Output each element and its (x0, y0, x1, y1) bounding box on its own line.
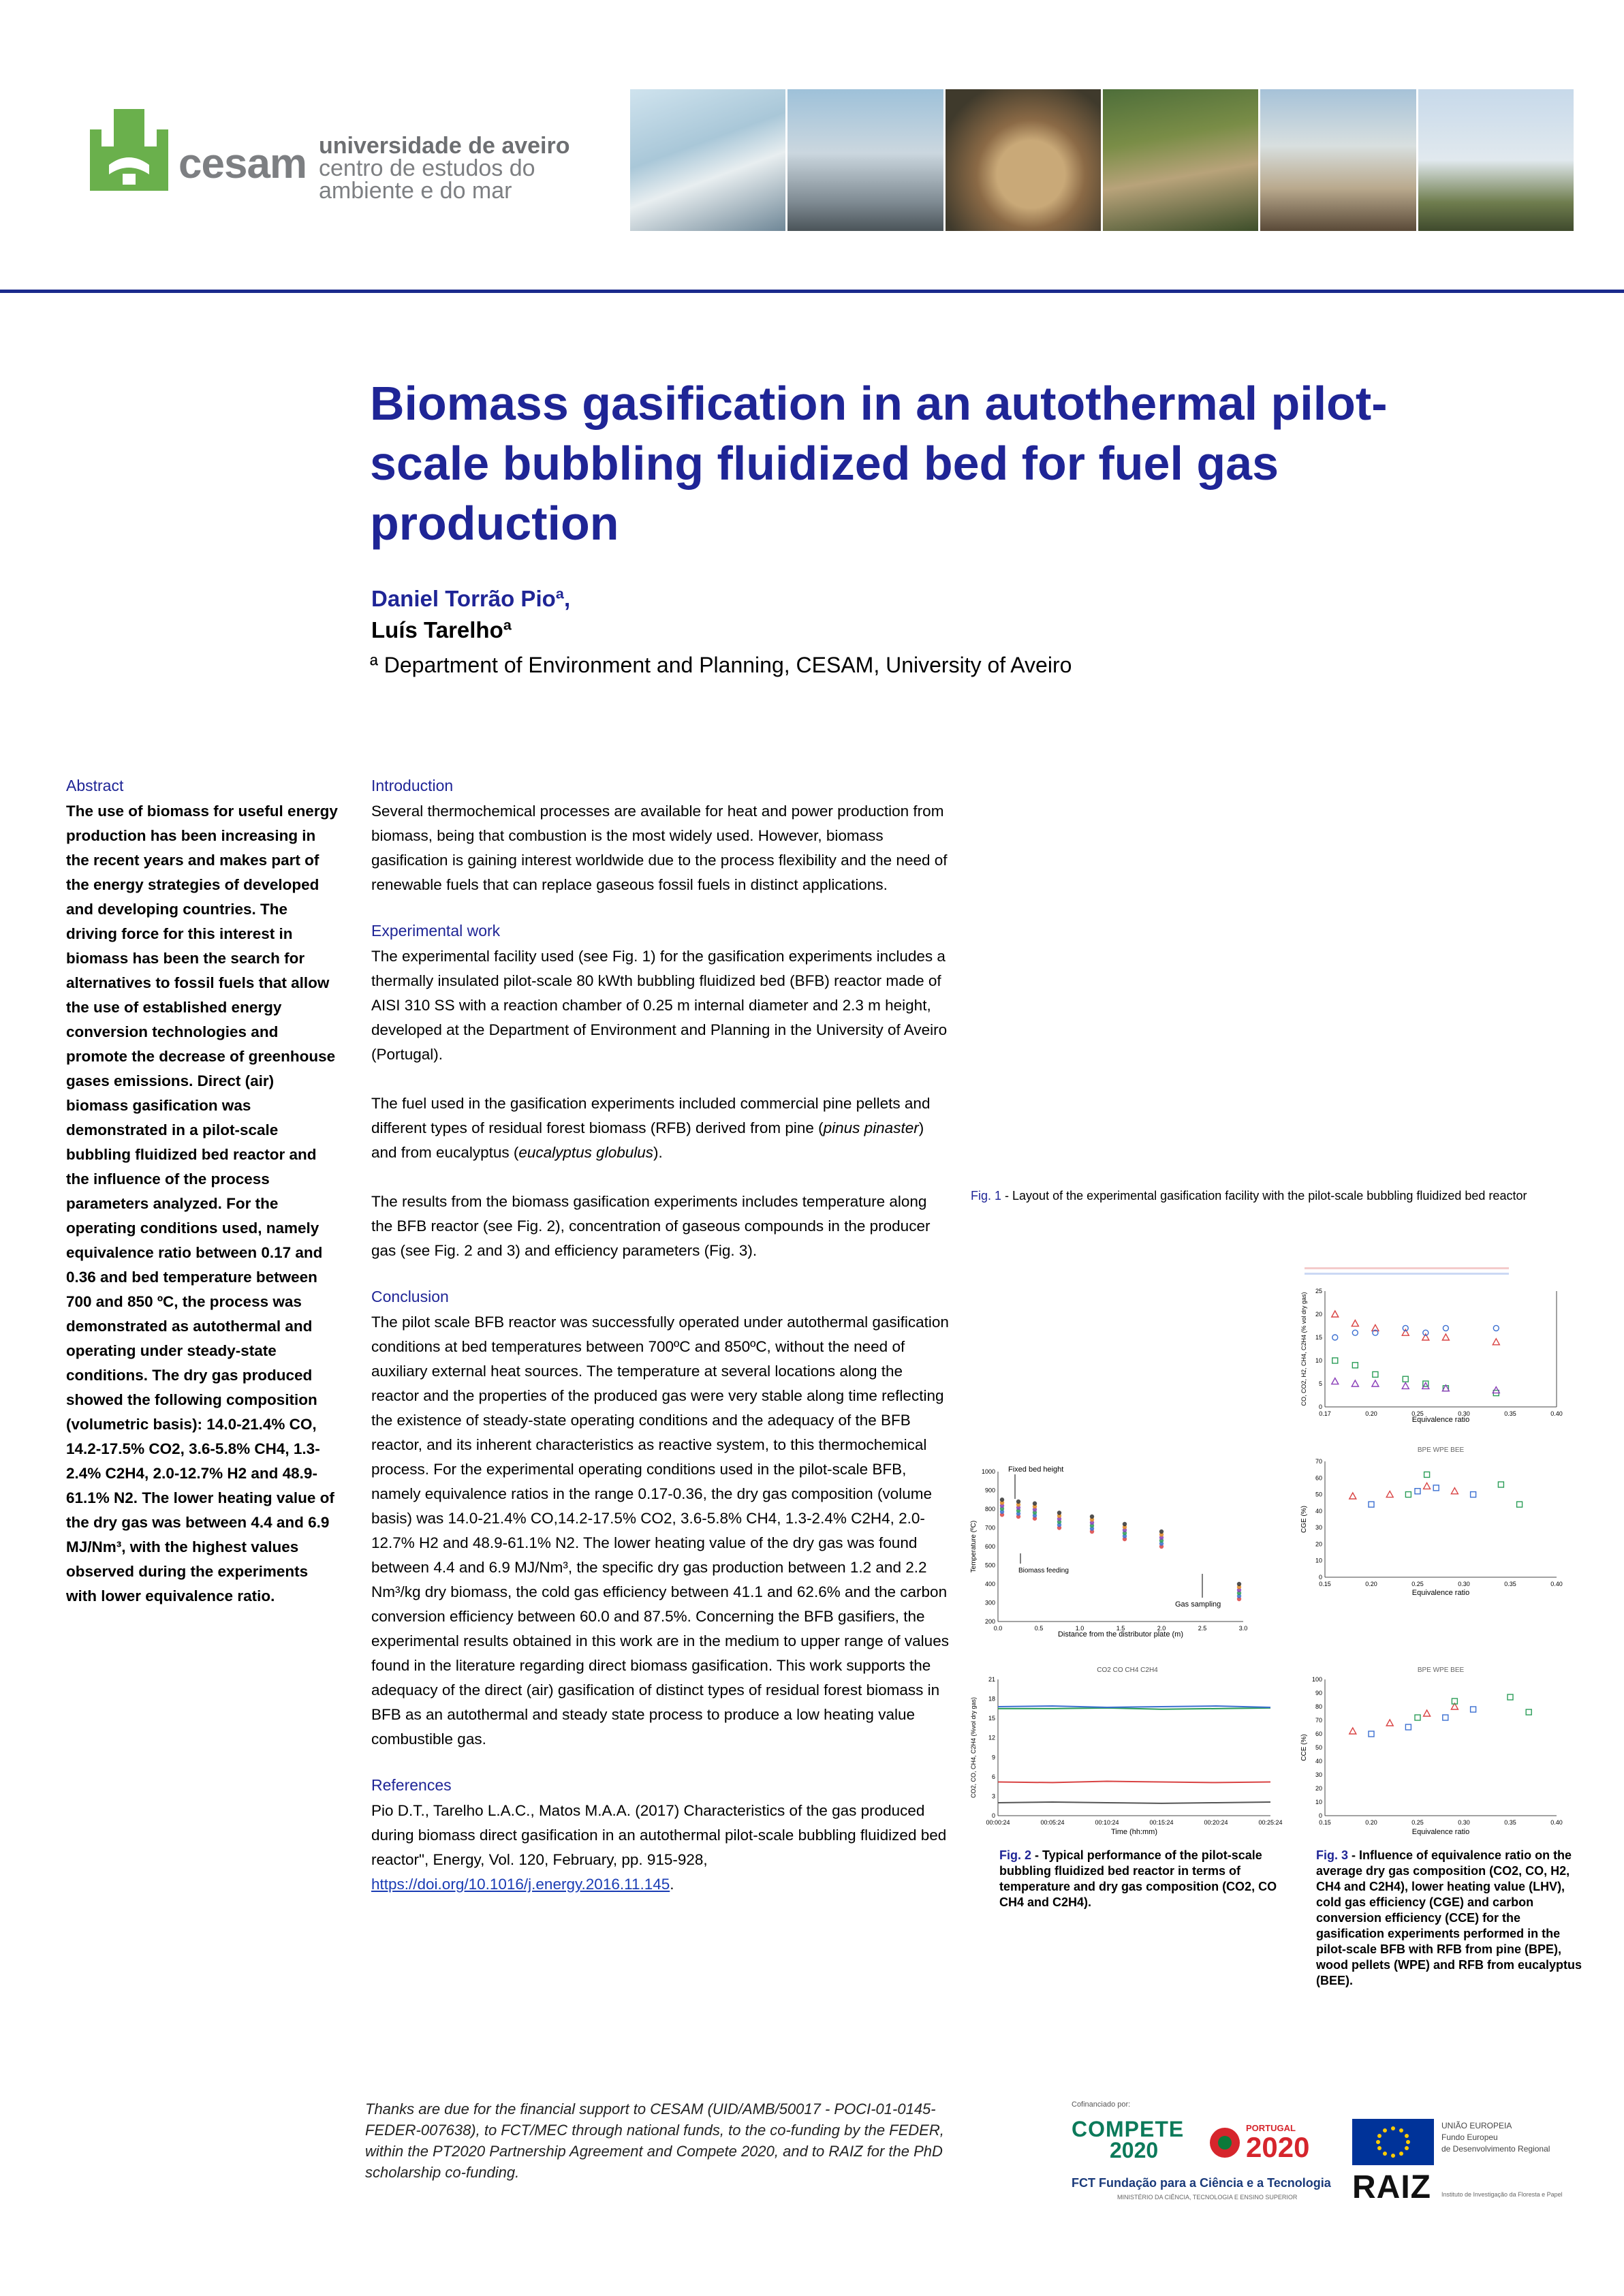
gas-xtick: 00:20:24 (1204, 1819, 1228, 1826)
cge-point-BEE (1517, 1502, 1522, 1507)
comp-point-CO2 (1352, 1330, 1358, 1335)
cge-point-WPE (1415, 1489, 1420, 1494)
abstract-section (66, 777, 339, 1609)
reference-doi-link[interactable]: https://doi.org/10.1016/j.energy.2016.11.145 (371, 1876, 670, 1893)
introduction-heading: Introduction (371, 777, 454, 794)
fct-ministry: MINISTÉRIO DA CIÊNCIA, TECNOLOGIA E ENSINO SUPERIOR (1117, 2194, 1298, 2201)
fig1-caption: Fig. 1 - Layout of the experimental gasification facility with the pilot-scale bubbling fluidized bed reactor (971, 1189, 1527, 1203)
comp-xtick: 0.30 (1458, 1410, 1470, 1417)
conclusion-text: The pilot scale BFB reactor was successfully operated under autothermal gasification conditions at bed temperatures between 700ºC and 850ºC, without the need of auxiliary external heat sources. The temperature at several locations along the reactor and the properties of the produced gas were very stable along time reflecting the existence of steady-state operating conditions and the adequacy of the BFB reactor, and its inherent characteristics as reactive system, to this thermochemical process. For the experimental operating conditions used in the pilot-scale BFB, namely equivalence ratios in the range 0.17-0.36, the dry gas composition (volume basis) was 14.0-21.4% CO,14.2-17.5% CO2, 3.6-5.8% CH4, 1.3-2.4% C2H4, 2.0-12.7% H2 and 48.9-61.1% N2. The lower heating value of the dry gas was found between 4.4 and 6.9 MJ/Nm³, the specific dry gas production between 1.2 and 2.2 Nm³/kg dry biomass, the cold gas efficiency between 41.1 and 62.6% and the carbon conversion efficiency between 60.0 and 87.5%. Concerning the BFB gasifiers, the experimental results obtained in this work are in the medium to upper range of values found in the literature regarding direct biomass gasification. This work supports the adequacy of the direct (air) gasification of distinct types of residual forest biomass in BFB as an autothermal and steady state process to produce a low heating value combustible gas. (371, 1314, 949, 1748)
cce-point-WPE (1369, 1731, 1374, 1737)
cce-ytick: 20 (1315, 1785, 1322, 1792)
comp-ytick: 10 (1315, 1357, 1322, 1364)
cge-legend: BPE WPE BEE (1417, 1446, 1465, 1454)
temp-annotation-gas-sampling: Gas sampling (1175, 1600, 1221, 1609)
cge-ytick: 0 (1318, 1574, 1322, 1581)
header-divider (0, 290, 1624, 293)
introduction-text: Several thermochemical processes are available for heat and power production from biomass, being that combustion is the most widely used. However, biomass gasification is gaining interest worldwide due to the process flexibility and the need of renewable fuels that can replace gaseous fossil fuels in distinct applications. (371, 803, 948, 893)
comp-xtick: 0.20 (1365, 1410, 1377, 1417)
comp-point-CO2 (1493, 1325, 1499, 1331)
photo-harbor (630, 89, 785, 231)
cce-ytick: 0 (1318, 1812, 1322, 1819)
temp-ytick: 900 (984, 1487, 995, 1494)
abstract-text: The use of biomass for useful energy production has been increasing in the recent years and makes part of the energy strategies of developed and developing countries. The driving force for this interest in biomass has been the search for alternatives to fossil fuels that allow the use of established energy conversion technologies and promote the decrease of greenhouse gases emissions. Direct (air) biomass gasification was demonstrated in a pilot-scale bubbling fluidized bed reactor and the influence of the process parameters analyzed. For the operating conditions used, namely equivalence ratio between 0.17 and 0.36 and bed temperature between 700 and 850 ºC, the process was demonstrated as autothermal and operating under steady-state conditions. The dry gas produced showed the following composition (volumetric basis): 14.0-21.4% CO, 14.2-17.5% CO2, 3.6-5.8% CH4, 1.3-2.4% C2H4, 2.0-12.7% H2 and 48.9-61.1% N2. The lower heating value of the dry gas was between 4.4 and 6.9 MJ/Nm³, with the highest values observed during the experiments with lower equivalence ratio. (66, 803, 338, 1604)
comp-point-CO2 (1332, 1335, 1338, 1340)
experimental-text-1: The experimental facility used (see Fig. 1) for the gasification experiments includes a thermally insulated pilot-scale 80 kWth bubbling fluidized bed (BFB) reactor made of AISI 310 SS with a reaction chamber of 0.25 m internal diameter and 2.3 m height, developed at the Department of Environment and Planning in the University of Aveiro (Portugal). (371, 948, 948, 1063)
temp-ytick: 800 (984, 1506, 995, 1512)
experimental-heading: Experimental work (371, 922, 501, 940)
gas-xlabel: Time (hh:mm) (1110, 1828, 1158, 1836)
temp-xtick: 2.5 (1198, 1625, 1207, 1632)
gas-ytick: 9 (991, 1754, 995, 1761)
cce-point-WPE (1405, 1724, 1411, 1730)
main-column (371, 777, 950, 1897)
portugal-2020-logo: PORTUGAL 2020 (1208, 2120, 1330, 2162)
cce-point-WPE (1471, 1707, 1476, 1712)
temp-point (1033, 1502, 1037, 1506)
photo-lab (787, 89, 943, 231)
cce-point-WPE (1443, 1715, 1448, 1720)
conclusion-heading: Conclusion (371, 1288, 449, 1305)
cce-xlabel: Equivalence ratio (1411, 1828, 1470, 1836)
cge-xtick: 0.35 (1504, 1581, 1516, 1587)
cce-ytick: 100 (1311, 1676, 1322, 1683)
cesam-wordmark: cesam (178, 140, 307, 187)
chart-cce (1298, 1662, 1584, 1840)
photo-field-team (1103, 89, 1258, 231)
cce-xtick: 0.25 (1411, 1819, 1424, 1826)
gas-ytick: 15 (988, 1715, 995, 1722)
cge-point-BPE (1424, 1483, 1431, 1489)
author-2: Luís Tarelhoª (371, 617, 512, 642)
gas-series-CO (998, 1706, 1270, 1707)
poster-title: Biomass gasification in an autothermal pilot-scale bubbling fluidized bed for fuel gas production (370, 377, 1388, 550)
references-heading: References (371, 1776, 452, 1794)
temp-ytick: 500 (984, 1562, 995, 1569)
temp-ylabel: Temperature (ºC) (970, 1520, 978, 1573)
cce-ylabel: CCE (%) (1300, 1734, 1308, 1761)
cce-xtick: 0.30 (1458, 1819, 1470, 1826)
portugal-2020-icon (1208, 2126, 1242, 2160)
cge-ytick: 20 (1315, 1540, 1322, 1548)
comp-xtick: 0.25 (1411, 1410, 1424, 1417)
cge-point-BEE (1405, 1492, 1411, 1498)
comp-ylabel: CO, CO2, H2, CH4, C2H4 (% vol dry gas) (1300, 1292, 1307, 1406)
cce-ytick: 70 (1315, 1717, 1322, 1724)
temp-ytick: 1000 (981, 1468, 995, 1475)
comp-point-CH4 (1352, 1380, 1358, 1386)
cce-point-BEE (1508, 1694, 1513, 1700)
cce-ytick: 60 (1315, 1731, 1322, 1737)
cofinanced-label: Cofinanciado por: (1072, 2100, 1131, 2109)
cge-point-BEE (1424, 1472, 1430, 1477)
temp-point (1016, 1500, 1020, 1504)
university-name (319, 135, 570, 202)
gas-legend: CO2 CO CH4 C2H4 (1097, 1666, 1158, 1674)
temp-ytick: 300 (984, 1599, 995, 1607)
university-line-2: centro de estudos do (319, 155, 535, 181)
chart-temperature (967, 1458, 1287, 1642)
photo-frog (946, 89, 1101, 231)
comp-xtick: 0.17 (1319, 1410, 1331, 1417)
cge-ytick: 10 (1315, 1557, 1322, 1564)
temp-xtick: 1.5 (1116, 1625, 1125, 1632)
gas-ytick: 21 (988, 1676, 995, 1683)
species-eucalyptus: eucalyptus globulus (518, 1144, 653, 1161)
temp-ytick: 700 (984, 1524, 995, 1532)
gas-series-CH4 (998, 1782, 1270, 1783)
temp-point (1159, 1530, 1164, 1534)
cge-xtick: 0.30 (1458, 1581, 1470, 1587)
fig2-caption: Fig. 2 - Typical performance of the pilot-scale bubbling fluidized bed reactor in terms of temperature and dry gas composition (CO2, CO CH4 and C2H4). (999, 1848, 1277, 1909)
comp-point-CO (1493, 1339, 1499, 1345)
temp-legend (1250, 1472, 1277, 1622)
comp-point-CO2 (1443, 1325, 1448, 1331)
comp-point-CO (1442, 1334, 1449, 1340)
temp-point (1090, 1515, 1094, 1519)
author-1: Daniel Torrão Pioª, (371, 586, 571, 611)
cce-ytick: 50 (1315, 1744, 1322, 1751)
temp-xtick: 1.0 (1075, 1625, 1084, 1632)
comp-ytick: 0 (1318, 1403, 1322, 1410)
cce-point-BPE (1386, 1720, 1393, 1726)
abstract-heading: Abstract (66, 777, 124, 794)
eu-fund-text: UNIÃO EUROPEIA Fundo Europeu de Desenvolvimento Regional (1441, 2121, 1550, 2154)
comp-ytick: 5 (1318, 1380, 1322, 1387)
comp-point-H2 (1373, 1371, 1378, 1377)
temp-ytick: 200 (984, 1618, 995, 1625)
cge-point-BEE (1498, 1482, 1503, 1487)
cge-point-BPE (1451, 1488, 1458, 1494)
fct-logo: FCT Fundação para a Ciência e a Tecnologia (1072, 2176, 1331, 2190)
cge-xtick: 0.15 (1319, 1581, 1331, 1587)
comp-point-CH4 (1402, 1382, 1409, 1389)
raiz-logo: RAIZ (1352, 2169, 1431, 2205)
comp-point-CO (1332, 1311, 1339, 1317)
cce-legend: BPE WPE BEE (1417, 1666, 1465, 1674)
gas-ylabel: CO2, CO, CH4, C2H4 (%vol dry gas) (970, 1696, 977, 1799)
gas-ytick: 0 (991, 1812, 995, 1819)
chart-cge (1298, 1441, 1584, 1601)
gas-ytick: 3 (991, 1793, 995, 1800)
chart-composition-vs-er (1298, 1264, 1584, 1427)
gas-ytick: 6 (991, 1773, 995, 1780)
cce-ytick: 90 (1315, 1690, 1322, 1696)
cge-point-BPE (1386, 1491, 1393, 1498)
fig3-caption: Fig. 3 - Influence of equivalence ratio on the average dry gas composition (CO2, CO, H2, CH4 and C2H4), lower heating value (LHV), cold gas efficiency (CGE) and carbon conversion efficiency (CCE) for the gasification experiments performed in the pilot-scale BFB with RFB from pine (BPE), wood pellets (WPE) and RFB from eucalyptus (BEE). (1316, 1848, 1582, 1987)
temp-annotation-feeding: Biomass feeding (1018, 1567, 1069, 1574)
photo-drone (1418, 89, 1574, 231)
temp-point (1237, 1582, 1241, 1586)
gas-series-CO2 (998, 1708, 1270, 1709)
cce-point-BEE (1526, 1709, 1531, 1715)
cesam-logo-mark (90, 109, 168, 191)
temp-ytick: 600 (984, 1543, 995, 1550)
comp-xtick: 0.40 (1550, 1410, 1563, 1417)
affiliation: ª Department of Environment and Planning, CESAM, University of Aveiro (370, 653, 1072, 677)
raiz-subtitle: Instituto de Investigação da Floresta e Papel (1441, 2191, 1563, 2198)
gas-series-C2H4 (998, 1802, 1270, 1803)
cce-xtick: 0.15 (1319, 1819, 1331, 1826)
acknowledgement: Thanks are due for the financial support to CESAM (UID/AMB/50017 - POCI-01-0145-FEDER-007638), to FCT/MEC through national funds, to the co-funding by the FEDER, within the PT2020 Partnership Agreement and Compete 2020, and to RAIZ for the PhD scholarship co-funding. (365, 2100, 944, 2181)
gas-xtick: 00:15:24 (1149, 1819, 1174, 1826)
temp-ytick: 400 (984, 1581, 995, 1587)
cge-ytick: 70 (1315, 1458, 1322, 1465)
temp-point (1123, 1522, 1127, 1526)
comp-ytick: 25 (1315, 1288, 1322, 1294)
comp-xlabel: Equivalence ratio (1411, 1416, 1470, 1424)
temp-point (1057, 1510, 1061, 1515)
comp-point-CO (1422, 1334, 1429, 1340)
cge-ytick: 60 (1315, 1474, 1322, 1482)
cge-xtick: 0.25 (1411, 1581, 1424, 1587)
cce-point-BPE (1424, 1710, 1431, 1716)
cge-ytick: 40 (1315, 1507, 1322, 1515)
gas-xtick: 00:00:24 (986, 1819, 1010, 1826)
comp-point-CH4 (1372, 1380, 1379, 1386)
compete-2020-logo: COMPETE 2020 (1072, 2117, 1185, 2162)
cce-ytick: 10 (1315, 1799, 1322, 1805)
eu-flag-icon (1352, 2119, 1434, 2165)
cge-ytick: 50 (1315, 1491, 1322, 1498)
cce-xtick: 0.40 (1550, 1819, 1563, 1826)
comp-point-H2 (1332, 1358, 1338, 1363)
cge-ytick: 30 (1315, 1524, 1322, 1532)
species-pine: pinus pinaster (823, 1119, 919, 1136)
cge-point-BPE (1349, 1493, 1356, 1499)
header-photo-strip (630, 89, 1574, 231)
cce-point-BPE (1349, 1728, 1356, 1734)
temp-xtick: 0.5 (1034, 1625, 1044, 1632)
gas-xtick: 00:05:24 (1040, 1819, 1065, 1826)
temp-xlabel: Distance from the distributor plate (m) (1057, 1630, 1184, 1639)
university-line-3: ambiente e do mar (319, 178, 512, 204)
comp-point-H2 (1352, 1363, 1358, 1368)
photo-beach-quad (1260, 89, 1416, 231)
comp-ytick: 20 (1315, 1311, 1322, 1318)
cce-ytick: 40 (1315, 1758, 1322, 1765)
comp-point-CH4 (1332, 1378, 1339, 1384)
cce-point-BEE (1415, 1715, 1420, 1720)
cge-xtick: 0.40 (1550, 1581, 1563, 1587)
cce-xtick: 0.20 (1365, 1819, 1377, 1826)
gas-ytick: 18 (988, 1695, 995, 1703)
cge-point-WPE (1433, 1485, 1439, 1491)
chart-gas-time (967, 1662, 1287, 1840)
cce-ytick: 80 (1315, 1703, 1322, 1710)
temp-point (1000, 1498, 1004, 1502)
cge-point-WPE (1369, 1502, 1374, 1507)
cce-xtick: 0.35 (1504, 1819, 1516, 1826)
cge-xtick: 0.20 (1365, 1581, 1377, 1587)
cce-ytick: 30 (1315, 1771, 1322, 1778)
comp-ytick: 15 (1315, 1334, 1322, 1341)
cge-xlabel: Equivalence ratio (1411, 1589, 1470, 1597)
gas-ytick: 12 (988, 1734, 995, 1741)
temp-xtick: 3.0 (1238, 1625, 1248, 1632)
comp-point-CO (1352, 1320, 1358, 1327)
cge-point-WPE (1471, 1492, 1476, 1498)
temp-annotation-fixed-bed: Fixed bed height (1008, 1465, 1064, 1474)
comp-xtick: 0.35 (1504, 1410, 1516, 1417)
gas-xtick: 00:25:24 (1258, 1819, 1283, 1826)
gas-xtick: 00:10:24 (1095, 1819, 1119, 1826)
reference-item: Pio D.T., Tarelho L.A.C., Matos M.A.A. (2017) Characteristics of the gas produced during biomass direct gasification in an autothermal pilot-scale bubbling fluidized bed reactor", Energy, Vol. 120, February, pp. 915-928, https://doi.org/10.1016/j.energy.2016.11.145. (371, 1802, 947, 1893)
comp-point-H2 (1403, 1376, 1408, 1382)
cge-ylabel: CGE (%) (1300, 1506, 1308, 1533)
experimental-text-2: The fuel used in the gasification experiments included commercial pine pellets and different types of residual forest biomass (RFB) derived from pine (pinus pinaster) and from eucalyptus (eucalyptus globulus). (371, 1095, 931, 1161)
experimental-text-3: The results from the biomass gasification experiments includes temperature along the BFB reactor (see Fig. 2), concentration of gaseous compounds in the producer gas (see Fig. 2 and 3) and efficiency parameters (Fig. 3). (371, 1193, 931, 1259)
comp-point-CO (1402, 1329, 1409, 1335)
temp-xtick: 2.0 (1157, 1625, 1166, 1632)
university-line-1: universidade de aveiro (319, 133, 570, 159)
temp-xtick: 0.0 (993, 1625, 1003, 1632)
